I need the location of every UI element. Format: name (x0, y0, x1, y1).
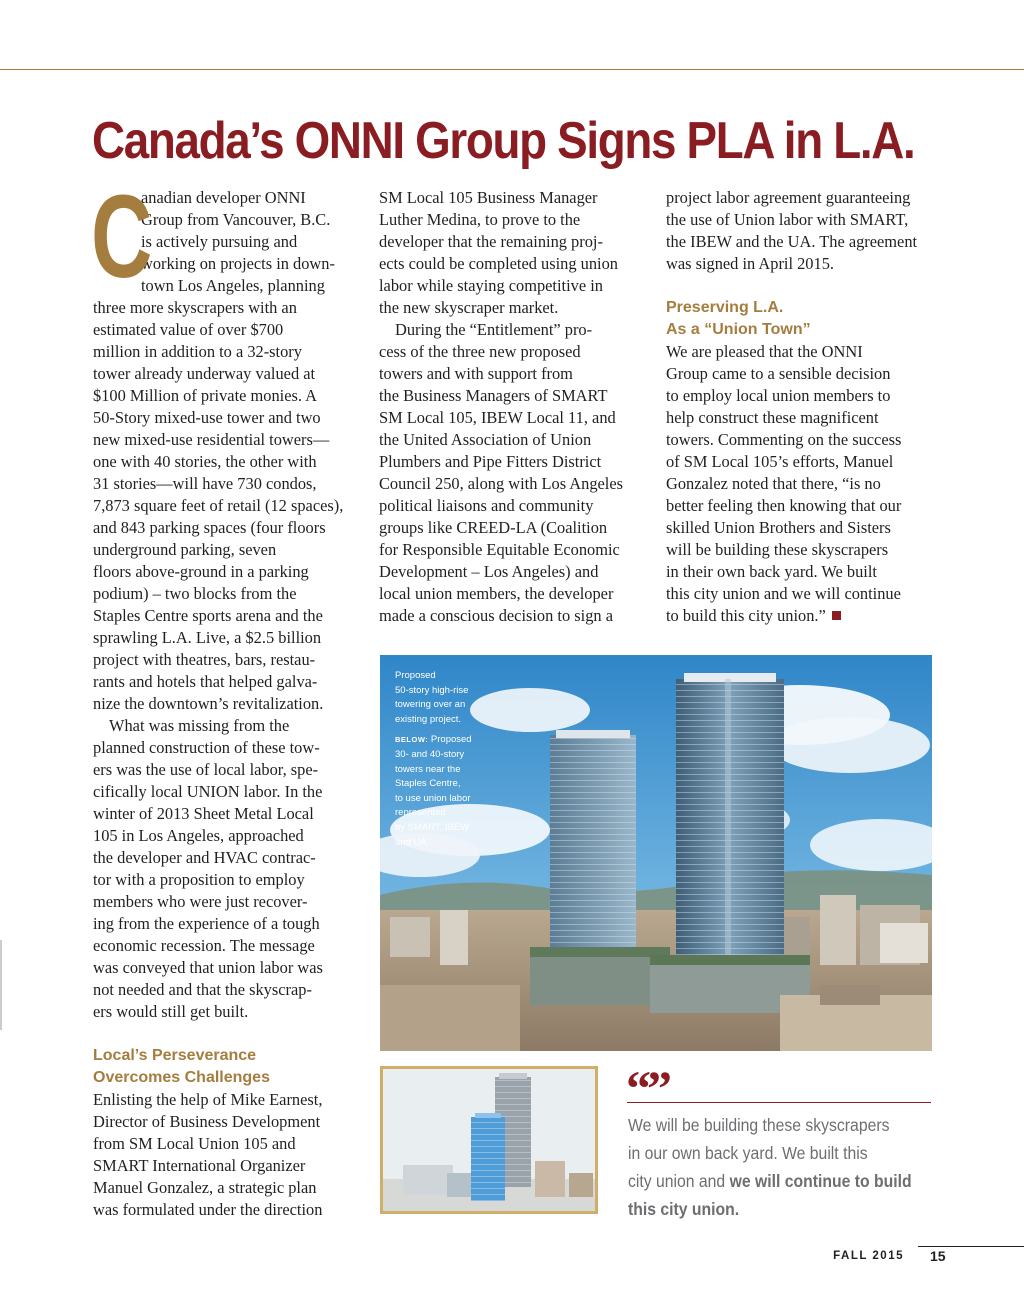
text-line: of SM Local 105’s efforts, Manuel (666, 452, 894, 471)
text-line: help construct these magnificent (666, 408, 879, 427)
photo-caption (395, 669, 505, 850)
text-line: to employ local union members to (666, 386, 891, 405)
text-line: economic recession. The message (93, 936, 315, 955)
edge-mark (0, 940, 2, 1030)
text-line: 105 in Los Angeles, approached (93, 826, 304, 845)
caption-below-label: BELOW: (395, 735, 429, 745)
column-1 (91, 171, 363, 1221)
text-line: During the “Entitlement” pro- (395, 320, 593, 339)
pull-quote-bold-end: this city union. (628, 1199, 740, 1219)
column-3 (666, 187, 936, 627)
paragraph-pla (666, 187, 936, 275)
text-line: the Business Managers of SMART (379, 386, 608, 405)
text-line: Overcomes Challenges (93, 1069, 270, 1086)
text-line: estimated value of over $700 (93, 320, 284, 339)
issue-label: FALL 2015 (833, 1250, 904, 1262)
text-line: Manuel Gonzalez, a strategic plan (93, 1178, 317, 1197)
text-line: new mixed-use residential towers— (93, 430, 330, 449)
text-line: this city union and we will continue (666, 584, 901, 603)
pull-quote-line-4 (628, 1195, 907, 1223)
text-line: Local’s Perseverance (93, 1047, 257, 1064)
text-line: Staples Centre sports arena and the (93, 606, 323, 625)
subhead-union-town (666, 297, 936, 341)
text-line: was formulated under the direction (93, 1200, 323, 1219)
text-line: was signed in April 2015. (666, 254, 834, 273)
text-line: underground parking, seven (93, 540, 277, 559)
quote-rule (627, 1102, 931, 1103)
text-line: was conveyed that union labor was (93, 958, 323, 977)
text-line: for Responsible Equitable Economic (379, 540, 620, 559)
text-line: 30- and 40-story (395, 748, 465, 760)
text-line: better feeling then knowing that our (666, 496, 902, 515)
text-line: winter of 2013 Sheet Metal Local (93, 804, 314, 823)
rendering-photo (380, 1066, 598, 1214)
text-line: the United Association of Union (379, 430, 592, 449)
paragraph-medina (379, 187, 651, 319)
text-line: Group from Vancouver, B.C. (141, 210, 331, 229)
paragraph-gonzalez-quote (666, 341, 936, 627)
text-line: SM Local 105, IBEW Local 11, and (379, 408, 616, 427)
text-line: floors above-ground in a parking (93, 562, 309, 581)
text-line: cess of the three new proposed (379, 342, 581, 361)
text-line: Director of Business Development (93, 1112, 321, 1131)
text-line: cifically local UNION labor. In the (93, 782, 323, 801)
text-line: represented (395, 807, 446, 819)
text-line: planned construction of these tow- (93, 738, 320, 757)
text-line: groups like CREED-LA (Coalition (379, 518, 608, 537)
rendering-illustration (383, 1069, 595, 1211)
text-line: not needed and that the skyscrap- (93, 980, 312, 999)
text-line: ects could be completed using union (379, 254, 618, 273)
text-line: tower already underway valued at (93, 364, 316, 383)
pull-quote-line-3 (628, 1167, 912, 1195)
caption-below-rest (395, 748, 505, 850)
end-mark-icon (832, 611, 841, 620)
text-line: rants and hotels that helped galva- (93, 672, 318, 691)
text-line: anadian developer ONNI (141, 188, 306, 207)
caption-main (395, 669, 505, 727)
text-line: podium) – two blocks from the (93, 584, 297, 603)
text-line: project with theatres, bars, restau- (93, 650, 316, 669)
text-line: members who were just recover- (93, 892, 308, 911)
pull-quote (628, 1111, 912, 1223)
text-line: As a “Union Town” (666, 321, 811, 338)
text-line: by SMART, IBEW (395, 821, 470, 833)
text-line: the new skyscraper market. (379, 298, 559, 317)
quote-marks: “” (626, 1060, 668, 1116)
text-line: 50-Story mixed-use tower and two (93, 408, 321, 427)
text-line: to use union labor (395, 792, 471, 804)
text-line: ers was the use of local labor, spe- (93, 760, 319, 779)
text-line: SM Local 105 Business Manager (379, 188, 598, 207)
text-line: Gonzalez noted that there, “is no (666, 474, 881, 493)
text-line: will be building these skyscrapers (666, 540, 889, 559)
text-line: existing project. (395, 713, 462, 725)
text-line: Plumbers and Pipe Fitters District (379, 452, 602, 471)
text-line: town Los Angeles, planning (141, 276, 325, 295)
caption-below-first: Proposed (430, 734, 472, 746)
text-line: Enlisting the help of Mike Earnest, (93, 1090, 323, 1109)
text-line: Group came to a sensible decision (666, 364, 891, 383)
paragraph-entitlement (379, 319, 651, 627)
text-line: is actively pursuing and (141, 232, 298, 251)
pull-quote-bold: we will continue to build (729, 1171, 912, 1191)
paragraph-enlisting (93, 1089, 363, 1221)
text-line: and 843 parking spaces (four floors (93, 518, 326, 537)
text-line: Luther Medina, to prove to the (379, 210, 581, 229)
caption-below (395, 733, 505, 748)
pull-quote-line-1: We will be building these skyscrapers (628, 1115, 890, 1135)
text-line: towering over an (395, 699, 466, 711)
text-line: SMART International Organizer (93, 1156, 306, 1175)
text-line: in their own back yard. We built (666, 562, 877, 581)
text-line: nize the downtown’s revitalization. (93, 694, 324, 713)
text-line: skilled Union Brothers and Sisters (666, 518, 891, 537)
text-line: towers near the (395, 763, 461, 775)
footer-rule (918, 1246, 1024, 1247)
text-line: political liaisons and community (379, 496, 594, 515)
text-line: labor while staying competitive in (379, 276, 603, 295)
text-line: ing from the experience of a tough (93, 914, 320, 933)
text-line: sprawling L.A. Live, a $2.5 billion (93, 628, 322, 647)
text-line: towers. Commenting on the success (666, 430, 902, 449)
column-2 (379, 187, 651, 627)
text-line: working on projects in down- (141, 254, 335, 273)
text-line: 31 stories—will have 730 condos, (93, 474, 317, 493)
drop-cap: C (91, 171, 153, 303)
text-line: towers and with support from (379, 364, 573, 383)
text-line: Development – Los Angeles) and (379, 562, 599, 581)
text-line: We are pleased that the ONNI (666, 342, 863, 361)
text-line: and UA. (395, 836, 430, 848)
text-line: project labor agreement guaranteeing (666, 188, 911, 207)
text-line: Proposed (395, 670, 436, 681)
text-line: 7,873 square feet of retail (12 spaces), (93, 496, 344, 515)
subhead-perseverance (93, 1045, 363, 1089)
page-number: 15 (930, 1248, 946, 1264)
text-line: the developer and HVAC contrac- (93, 848, 316, 867)
pull-quote-plain: city union and (628, 1171, 730, 1191)
text-line: 50-story high-rise (395, 684, 469, 696)
text-line: tor with a proposition to employ (93, 870, 305, 889)
text-line: million in addition to a 32-story (93, 342, 302, 361)
text-line: from SM Local Union 105 and (93, 1134, 296, 1153)
paragraph-missing-labor (93, 715, 363, 1023)
text-line: Staples Centre, (395, 778, 461, 790)
text-line: local union members, the developer (379, 584, 614, 603)
text-line: to build this city union.” (666, 606, 826, 625)
text-line: Council 250, along with Los Angeles (379, 474, 624, 493)
text-line: one with 40 stories, the other with (93, 452, 317, 471)
text-line: ers would still get built. (93, 1002, 249, 1021)
text-line: the IBEW and the UA. The agreement (666, 232, 918, 251)
top-rule (0, 69, 1024, 70)
pull-quote-line-2: in our own back yard. We built this (628, 1143, 868, 1163)
text-line: $100 Million of private monies. A (93, 386, 317, 405)
article-title: Canada’s ONNI Group Signs PLA in L.A. (92, 112, 915, 170)
text-line: What was missing from the (109, 716, 290, 735)
text-line: the use of Union labor with SMART, (666, 210, 909, 229)
text-line: made a conscious decision to sign a (379, 606, 613, 625)
text-line: developer that the remaining proj- (379, 232, 603, 251)
text-line: three more skyscrapers with an (93, 298, 297, 317)
text-line: Preserving L.A. (666, 299, 784, 316)
